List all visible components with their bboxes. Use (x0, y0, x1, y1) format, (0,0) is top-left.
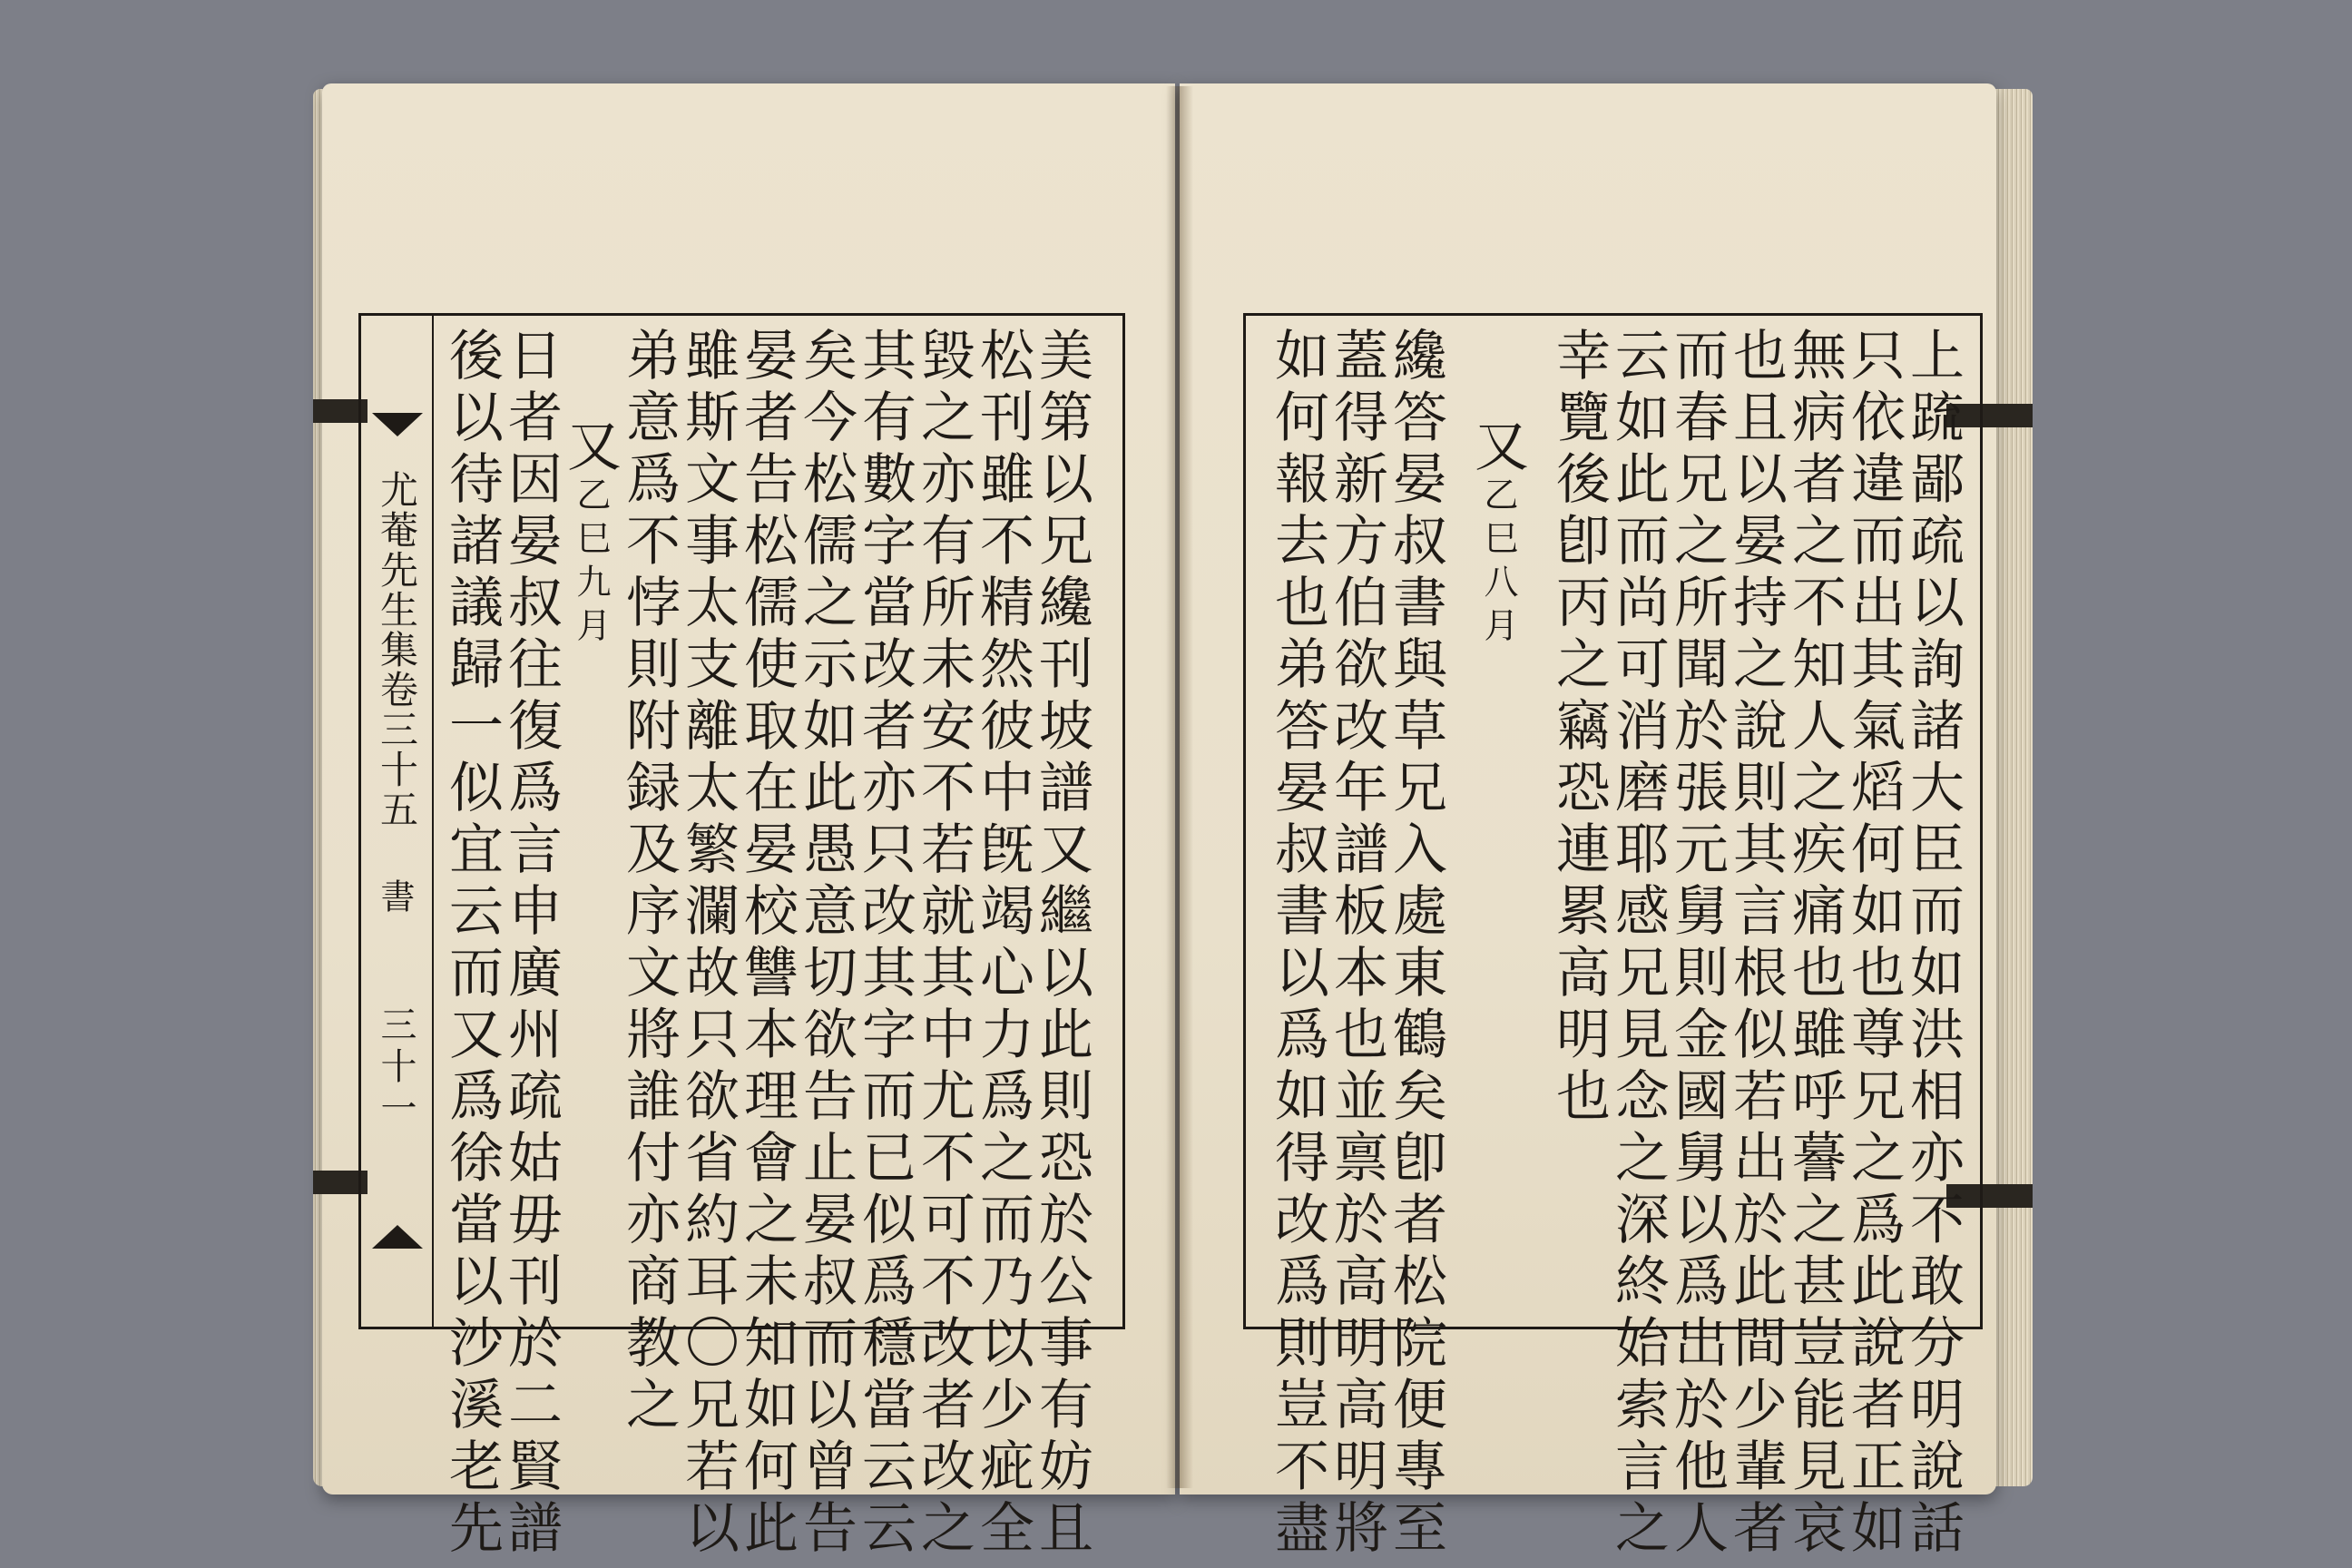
letter-heading: 又 (1465, 417, 1529, 479)
text-column: 晏者告松儒使取在晏校讐本理會之未知如何此 (735, 327, 799, 1561)
text-column: 幸覽後卽丙之竊恐連累高明也 (1547, 327, 1611, 1129)
text-column: 松刊雖不精然彼中旣竭心力爲之而乃以少疵全 (971, 327, 1034, 1561)
text-column: 日者因晏叔往復爲言申廣州疏姑毋刊於二賢譜 (499, 327, 563, 1561)
text-column: 無病者之不知人之疾痛也雖呼謩之甚豈能見哀 (1783, 327, 1847, 1561)
section-label: 書 (375, 878, 415, 913)
fish-tail-mark-icon (368, 411, 426, 438)
letter-date: 乙巳八月 (1478, 476, 1518, 651)
letter-date: 乙巳九月 (571, 476, 611, 651)
text-column: 而春兄之所聞於張元舅則金國舅以爲出於他人 (1665, 327, 1729, 1561)
center-column (361, 316, 434, 1327)
fish-tail-mark-icon (368, 1223, 426, 1250)
book-title: 尤菴先生集卷三十五 (375, 470, 419, 829)
letter-heading: 又 (558, 417, 622, 479)
text-column: 蓋得新方伯欲改年譜板本也並禀於高明高明將 (1325, 327, 1388, 1561)
text-column: 云如此而尚可消磨耶感兄見念之深終始索言之 (1606, 327, 1670, 1561)
text-column: 也且以晏持之說則其言根似若出於此間少輩者 (1724, 327, 1788, 1561)
text-column: 毀之亦有所未安不若就其中尤不可不改者改之 (912, 327, 975, 1561)
text-column: 雖斯文事太支離太繁瀾故只欲省約耳〇兄若以 (676, 327, 740, 1561)
text-column: 美第以兄纔刊坡譜又繼以此則恐於公事有妨且 (1030, 327, 1093, 1561)
book-gutter (1166, 86, 1193, 1488)
text-column: 纔答晏叔書與草兄入處東鶴矣卽者松院便專至 (1384, 327, 1447, 1561)
text-column: 弟意爲不悖則附録及序文將誰付亦商教之 (617, 327, 681, 1437)
text-column: 上䟽鄙疏以詢諸大臣而如洪相亦不敢分明說話 (1901, 327, 1965, 1561)
text-column: 後以待諸議歸一似宜云而又爲徐當以沙溪老先 (440, 327, 504, 1561)
page-number: 三十一 (375, 1005, 416, 1131)
text-column: 如何報去也弟答晏叔書以爲如得改爲則豈不盡 (1266, 327, 1329, 1561)
text-column: 只依違而出其氣熖何如也尊兄之爲此說者正如 (1842, 327, 1906, 1561)
text-column: 其有數字當改者亦只改其字而已似爲穩當云云 (853, 327, 916, 1561)
text-column: 矣今松儒之示如此愚意切欲告止晏叔而以曾告 (794, 327, 858, 1561)
